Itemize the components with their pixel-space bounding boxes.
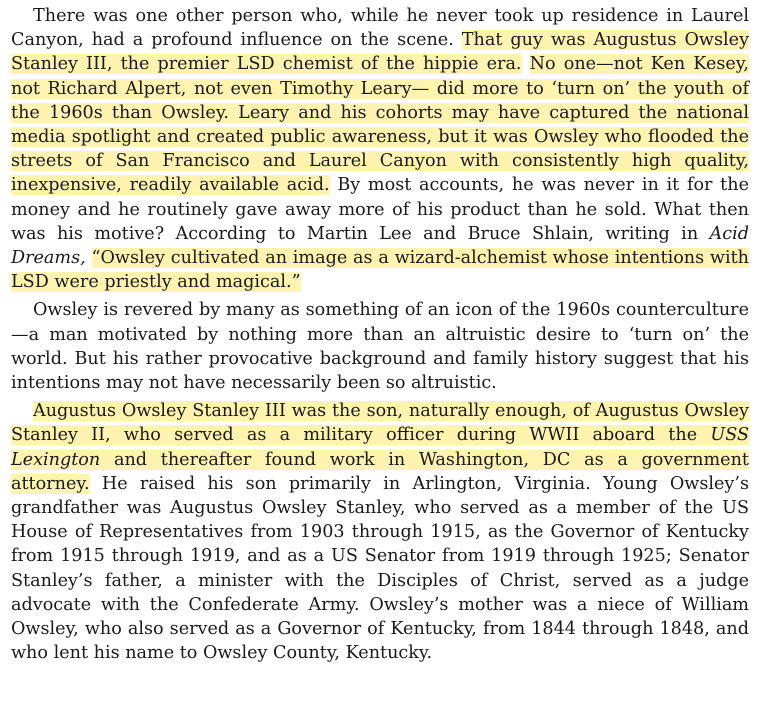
highlighted-quote: “Owsley cultivated an image as a wizard-alchemist whose intentions with LSD were priestly and magical.” bbox=[11, 248, 750, 293]
paragraph-1 bbox=[11, 4, 749, 294]
italic-title: Acid Dreams, bbox=[11, 223, 749, 269]
document-page bbox=[11, 4, 749, 669]
text-span bbox=[522, 54, 530, 74]
text-span: There was one other person who, while he never took up residence in Laurel Canyon, had a profound influence on the scene. bbox=[11, 6, 749, 51]
text-span bbox=[86, 248, 92, 268]
highlighted-text: That guy was Augustus Owsley Stanley III, the premier LSD chemist of the hippie era. bbox=[11, 30, 750, 75]
highlighted-text: Augustus Owsley Stanley III was the son, naturally enough, of Augustus Owsley Stanley II, who served as a military officer during WWII aboard the bbox=[11, 401, 749, 446]
highlighted-text: No one—not Ken Kesey, not Richard Alpert, not even Timothy Leary— did more to ‘turn on’ the youth of the 1960s than Owsley. Leary and his cohorts may have captured the national media spotlight and created public awareness, but it was Owsley who flooded the streets of San Francisco and Laurel Canyon with consistently high quality, inexpensive, readily available acid. bbox=[11, 54, 749, 196]
italic-ship-name: USS Lexington bbox=[11, 425, 749, 470]
text-span: Owsley is revered by many as something of an icon of the 1960s counterculture—a man motivated by nothing more than an altruistic desire to ‘turn on’ the world. But his rather provocative background and family history suggest that his intentions may not have necessarily been so altruistic. bbox=[11, 300, 749, 394]
paragraph-2 bbox=[11, 298, 749, 395]
text-span: By most accounts, he was never in it for the money and he routinely gave away more of his product than he sold. What then was his motive? According to Martin Lee and Bruce Shlain, writing in bbox=[11, 175, 749, 244]
paragraph-3 bbox=[11, 399, 749, 665]
text-span: He raised his son primarily in Arlington, Virginia. Young Owsley’s grandfather was Augustus Owsley Stanley, who served as a member of the US House of Representatives from 1903 through 1915, as the Governor of Kentucky from 1915 through 1919, and as a US Senator from 1919 through 1925; Senator Stanley’s father, a minister with the Disciples of Christ, served as a judge advocate with the Confederate Army. Owsley’s mother was a niece of William Owsley, who also served as a Governor of Kentucky, from 1844 through 1848, and who lent his name to Owsley County, Kentucky. bbox=[11, 473, 749, 664]
highlighted-text: and thereafter found work in Washington, DC as a government attorney. bbox=[11, 449, 749, 494]
